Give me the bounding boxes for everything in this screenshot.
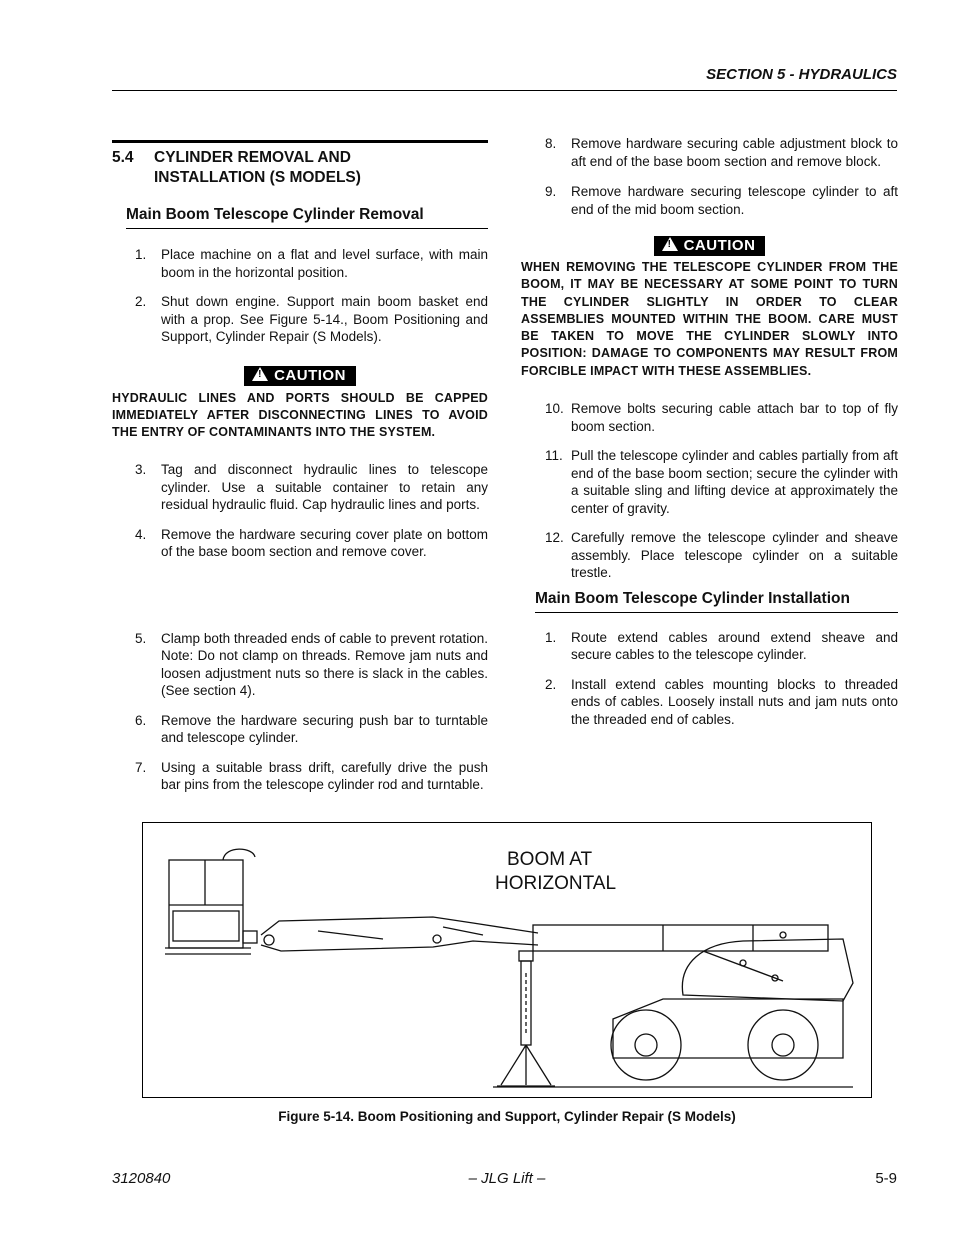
step-text: Shut down engine. Support main boom basket end with a prop. See Figure 5-14., Boom Positioning and Support, Cylinder Repair (S Models). — [161, 294, 488, 344]
list-item — [112, 712, 488, 747]
step-text: Remove the hardware securing cover plate on bottom of the base boom section and remove cover. — [161, 526, 488, 560]
caution-text-1: HYDRAULIC LINES AND PORTS SHOULD BE CAPPED IMMEDIATELY AFTER DISCONNECTING LINES TO AVOID THE ENTRY OF CONTAMINANTS INTO THE SYSTEM. — [112, 390, 488, 440]
figure-frame — [142, 822, 872, 1098]
prop-stand — [497, 951, 555, 1086]
section-title-line2: INSTALLATION (S MODELS) — [154, 169, 361, 186]
figure-label-line2: HORIZONTAL — [495, 873, 617, 894]
step-number: 12. — [545, 530, 564, 546]
removal-steps-c — [112, 630, 488, 794]
step-number: 6. — [135, 712, 147, 728]
list-item — [521, 183, 898, 218]
section-number: 5.4 — [112, 149, 134, 166]
installation-steps — [521, 629, 898, 729]
step-text: Place machine on a flat and level surface, with main boom in the horizontal position. — [161, 247, 488, 280]
step-number: 7. — [135, 759, 147, 775]
step-text: Remove hardware securing telescope cylinder to aft end of the mid boom section. — [571, 184, 898, 217]
removal-steps-d — [521, 135, 898, 218]
caution-banner-2 — [521, 236, 898, 256]
step-text: Remove bolts securing cable attach bar to top of fly boom section. — [571, 401, 898, 434]
list-item — [112, 293, 488, 346]
list-item — [112, 246, 488, 281]
step-text: Carefully remove the telescope cylinder and sheave assembly. Place telescope cylinder on a suitable trestle. — [571, 530, 898, 581]
left-column — [112, 140, 488, 794]
page-header-title: SECTION 5 - HYDRAULICS — [706, 66, 897, 83]
step-number: 4. — [135, 526, 147, 542]
section-title-line1: CYLINDER REMOVAL AND — [154, 149, 351, 166]
step-number: 1. — [545, 629, 557, 645]
figure-label-line1: BOOM AT — [507, 849, 593, 870]
section-top-rule — [112, 140, 488, 143]
list-item — [521, 135, 898, 170]
list-item — [521, 447, 898, 517]
right-column — [521, 135, 898, 728]
figure-caption: Figure 5-14. Boom Positioning and Support, Cylinder Repair (S Models) — [278, 1109, 736, 1124]
section-title — [154, 148, 361, 188]
step-text: Pull the telescope cylinder and cables partially from aft end of the base boom section; secure the cylinder with a suitable sling and lifting device at approximately the center of gravity. — [571, 448, 898, 516]
installation-heading: Main Boom Telescope Cylinder Installation — [535, 590, 898, 613]
step-number: 2. — [135, 294, 147, 309]
list-item — [112, 759, 488, 794]
step-text: Install extend cables mounting blocks to threaded ends of cables. Loosely install nuts and jam nuts onto the threaded end of cables. — [571, 676, 898, 727]
platform-basket — [165, 849, 257, 954]
caution-banner-1 — [112, 366, 488, 386]
list-item — [112, 526, 488, 561]
step-text: Clamp both threaded ends of cable to prevent rotation. Note: Do not clamp on threads. Remove jam nuts and loosen adjustment nuts so there is slack in the cables. (See section 4). — [161, 630, 488, 699]
list-item — [521, 529, 898, 582]
list-item — [112, 630, 488, 700]
footer-doc-number: 3120840 — [112, 1170, 171, 1187]
removal-heading: Main Boom Telescope Cylinder Removal — [126, 206, 488, 229]
list-item — [521, 676, 898, 729]
footer-center: – JLG Lift – — [468, 1170, 546, 1187]
step-number: 9. — [545, 184, 557, 199]
step-text: Tag and disconnect hydraulic lines to telescope cylinder. Use a suitable container to retain any residual hydraulic fluid. Cap hydraulic lines and ports. — [161, 462, 488, 513]
step-text: Remove the hardware securing push bar to turntable and telescope cylinder. — [161, 712, 488, 746]
step-number: 3. — [135, 462, 147, 478]
caution-label: CAUTION — [274, 366, 346, 384]
step-number: 1. — [135, 247, 147, 262]
warning-icon — [662, 237, 678, 251]
machine-chassis — [613, 939, 853, 1058]
list-item — [112, 461, 488, 514]
removal-steps-b — [112, 461, 488, 561]
step-text: Using a suitable brass drift, carefully drive the push bar pins from the telescope cylinder rod and turntable. — [161, 759, 488, 793]
step-number: 11. — [545, 448, 563, 464]
caution-label: CAUTION — [683, 237, 756, 254]
section-heading — [112, 148, 488, 188]
removal-steps-e — [521, 400, 898, 582]
warning-icon — [252, 367, 268, 381]
wheels — [611, 1010, 818, 1080]
list-item — [521, 400, 898, 435]
step-number: 2. — [545, 676, 557, 692]
caution-text-2: WHEN REMOVING THE TELESCOPE CYLINDER FROM THE BOOM, IT MAY BE NECESSARY AT SOME POINT TO TURN THE CYLINDER SLIGHTLY IN ORDER TO CLEAR ASSEMBLIES MOUNTED WITHIN THE BOOM. CARE MUST BE TAKEN TO MOVE THE CYLINDER SLOWLY INTO POSITION: DAMAGE TO COMPONENTS MAY RESULT FROM FORCIBLE IMPACT WITH THESE ASSEMBLIES. — [521, 260, 898, 378]
step-number: 8. — [545, 136, 557, 151]
step-number: 5. — [135, 630, 147, 646]
header-divider — [112, 90, 897, 91]
step-text: Remove hardware securing cable adjustment block to aft end of the base boom section and remove block. — [571, 136, 898, 169]
footer-page-number: 5-9 — [875, 1170, 897, 1187]
step-text: Route extend cables around extend sheave and secure cables to the telescope cylinder. — [571, 629, 898, 663]
list-item — [521, 629, 898, 664]
main-boom — [261, 917, 828, 951]
step-number: 10. — [545, 401, 564, 417]
boom-illustration — [143, 823, 871, 1097]
removal-steps-a — [112, 246, 488, 346]
